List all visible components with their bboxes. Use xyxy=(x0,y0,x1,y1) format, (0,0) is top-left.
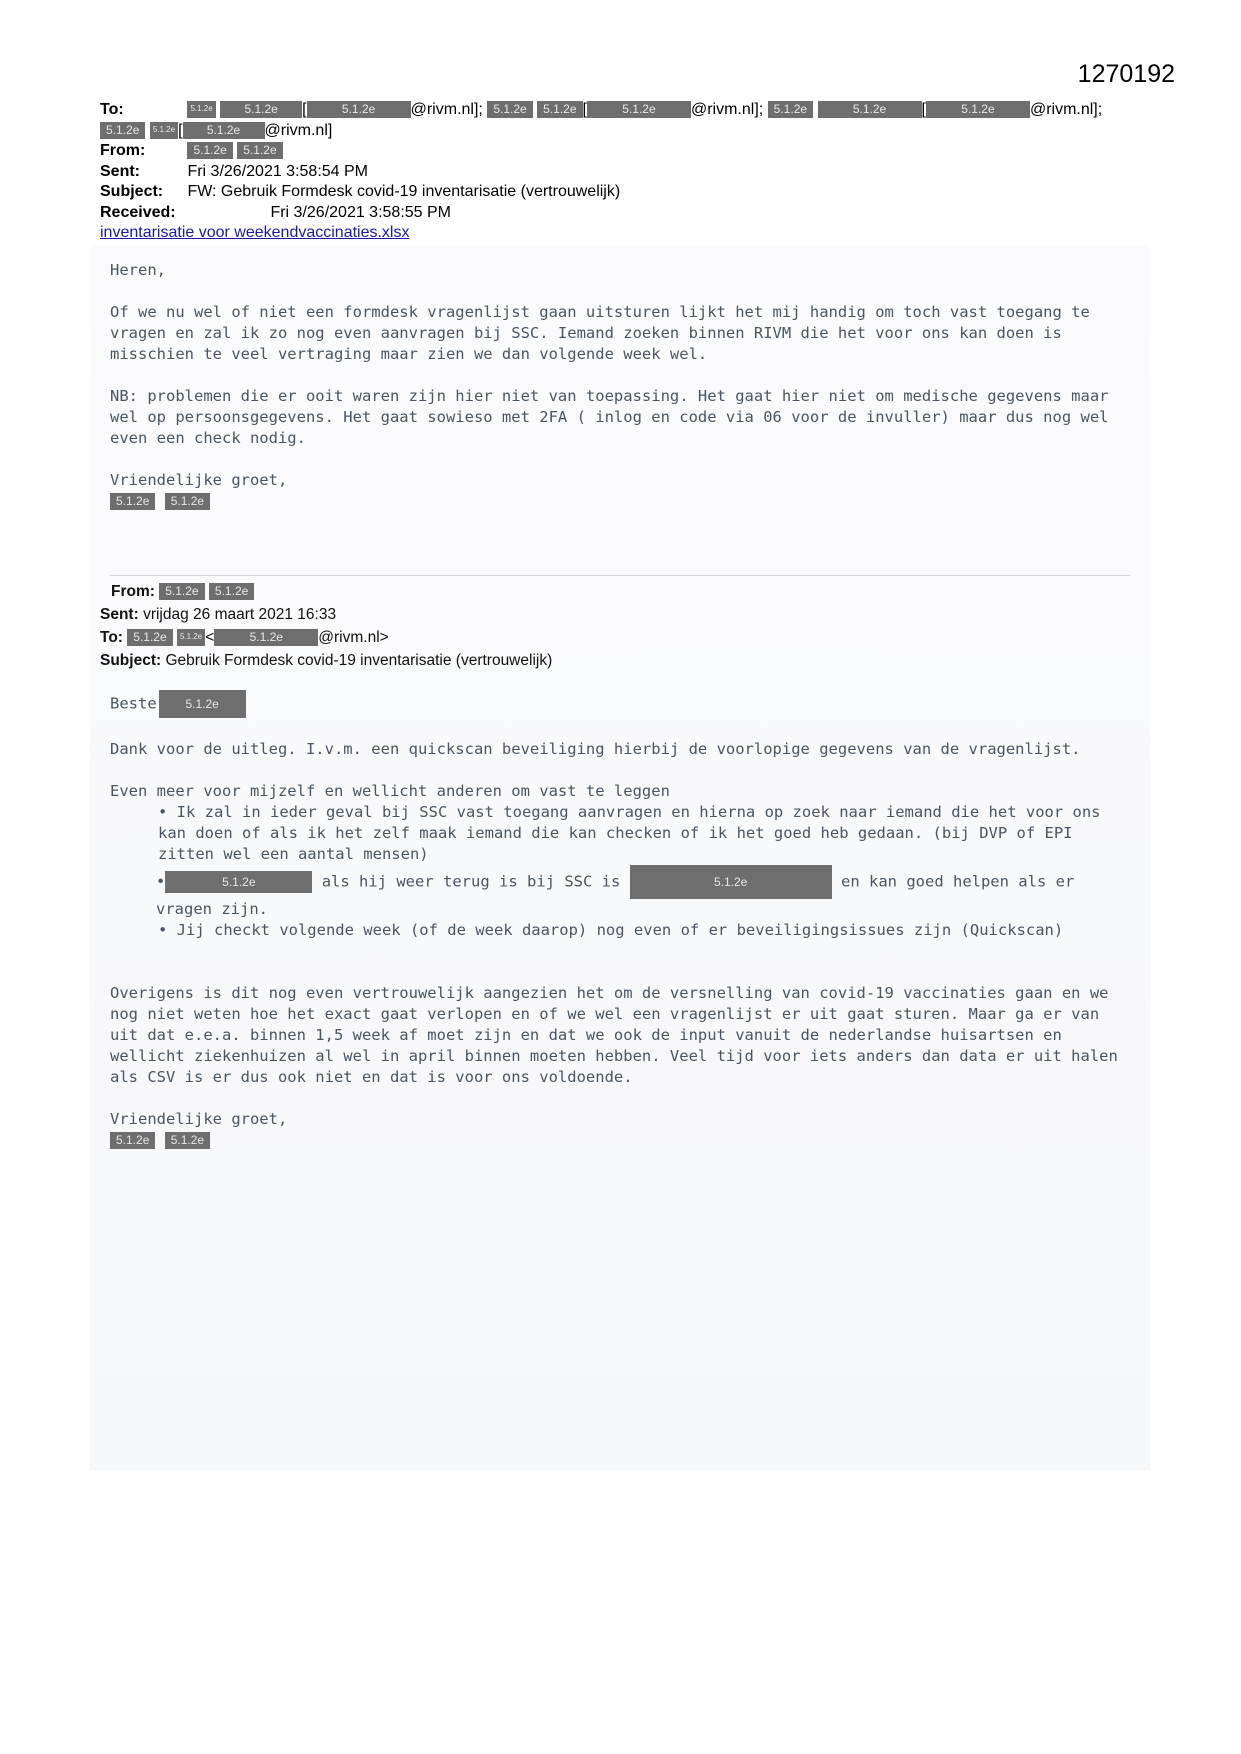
received-value: Fri 3/26/2021 3:58:55 PM xyxy=(270,203,452,221)
redaction: 5.1.2e xyxy=(183,122,265,139)
forward-sent-row xyxy=(100,603,552,626)
redaction: 5.1.2e xyxy=(926,101,1030,118)
paragraph: Overigens is dit nog even vertrouwelijk aangezien het om de versnelling van covid-19 vaccinaties gaan en we nog niet weten hoe het exact gaat verlopen en of we wel een vragenlijst er uit gaat sturen. Maar ga er van uit dat e.e.a. binnen 1,5 week af moet zijn en dat we ook de input vanuit de nederlandse huisartsen en wellicht ziekenhuizen al wel in april binnen moeten hebben. Veel tijd voor iets anders dan data er uit halen als CSV is er dus ook niet en dat is voor ons voldoende. xyxy=(110,984,1118,1086)
from-label: From: xyxy=(100,142,146,159)
redaction: 5.1.2e xyxy=(165,871,312,893)
redaction: 5.1.2e xyxy=(150,122,178,139)
bullet-item: • Ik zal in ieder geval bij SSC vast toegang aanvragen en hierna op zoek naar iemand die het voor ons kan doen of als ik het zelf maak iemand die kan checken of ik het goed heb gedaan. (bij DVP of EPI zitten wel een aantal mensen) xyxy=(158,803,1101,863)
sent-value: Fri 3/26/2021 3:58:54 PM xyxy=(187,162,369,180)
message-1 xyxy=(110,260,1130,512)
redaction: 5.1.2e xyxy=(818,101,922,118)
intro: Even meer voor mijzelf en wellicht anderen om vast te leggen xyxy=(110,782,670,800)
attachment-row xyxy=(100,223,1150,244)
bullet-item: • Jij checkt volgende week (of de week daarop) nog even of er beveiligingsissues zijn (Quickscan) xyxy=(158,921,1064,939)
email-domain: @rivm.nl]; xyxy=(690,101,764,118)
closing: Vriendelijke groet, xyxy=(110,1110,288,1128)
message-2 xyxy=(110,690,1130,1151)
bullet-item: • 5.1.2e als hij weer terug is bij SSC is 5.1.2e en kan goed helpen als er vragen zijn. xyxy=(156,865,1130,920)
forward-sent-label: Sent: xyxy=(100,606,139,623)
redaction: 5.1.2e xyxy=(209,583,254,600)
forward-subject-label: Subject: xyxy=(100,652,162,669)
separator xyxy=(110,575,1130,576)
email-domain: @rivm.nl]; xyxy=(1029,101,1103,118)
forward-subject-row xyxy=(100,649,552,672)
sent-label: Sent: xyxy=(100,162,140,180)
subject-label: Subject: xyxy=(100,183,164,200)
redaction: 5.1.2e xyxy=(187,101,215,118)
closing: Vriendelijke groet, xyxy=(110,471,288,489)
redaction: 5.1.2e xyxy=(214,629,318,646)
document-id: 1270192 xyxy=(1077,60,1175,88)
forward-from-label: From: xyxy=(111,583,155,600)
redaction: 5.1.2e xyxy=(127,629,172,646)
to-label: To: xyxy=(100,101,124,118)
sent-row xyxy=(100,162,1150,183)
attachment-link[interactable]: inventarisatie voor weekendvaccinaties.xlsx xyxy=(100,224,410,241)
received-row xyxy=(100,203,1150,224)
received-label: Received: xyxy=(100,203,176,221)
redaction: 5.1.2e xyxy=(587,101,691,118)
angle-bracket: < xyxy=(205,629,215,646)
forward-to-label: To: xyxy=(100,629,123,646)
from-row xyxy=(100,141,1150,162)
redaction: 5.1.2e xyxy=(187,142,232,159)
redaction: 5.1.2e xyxy=(110,493,155,510)
greeting: Heren, xyxy=(110,261,166,279)
subject-value: FW: Gebruik Formdesk covid-19 inventarisatie (vertrouwelijk) xyxy=(187,183,621,200)
signature xyxy=(110,491,1130,512)
forward-from-row xyxy=(100,580,552,603)
redaction: 5.1.2e xyxy=(177,629,205,646)
paragraph: Of we nu wel of niet een formdesk vragenlijst gaan uitsturen lijkt het mij handig om toch vast toegang te vragen en zal ik zo nog even aanvragen bij SSC. Iemand zoeken binnen RIVM die het voor ons kan doen is misschien te veel vertraging maar zien we dan volgende week wel. xyxy=(110,303,1090,363)
redaction: 5.1.2e xyxy=(220,101,302,118)
signature xyxy=(110,1130,1130,1151)
redaction: 5.1.2e xyxy=(768,101,813,118)
forward-to-row xyxy=(100,626,552,649)
forward-subject-value: Gebruik Formdesk covid-19 inventarisatie (vertrouwelijk) xyxy=(165,652,553,669)
subject-row xyxy=(100,182,1150,203)
email-domain: @rivm.nl> xyxy=(318,629,389,646)
bullet-list xyxy=(158,802,1130,941)
redaction: 5.1.2e xyxy=(237,142,282,159)
to-row-continued: 5.1.2e 5.1.2e [ 5.1.2e @rivm.nl] xyxy=(100,121,1150,142)
forward-header xyxy=(100,580,552,672)
to-row: To: 5.1.2e 5.1.2e [ 5.1.2e @rivm.nl]; 5.1.2e 5.1.2e [ 5.1.2e @rivm.nl]; 5.1.2e 5.1.2e [ 5.1.2e @rivm.nl]; xyxy=(100,100,1150,121)
redaction: 5.1.2e xyxy=(487,101,532,118)
redaction: 5.1.2e xyxy=(159,583,204,600)
redaction: 5.1.2e xyxy=(159,690,246,718)
redaction: 5.1.2e xyxy=(630,865,832,899)
redaction: 5.1.2e xyxy=(165,493,210,510)
redaction: 5.1.2e xyxy=(307,101,411,118)
redaction: 5.1.2e xyxy=(100,122,145,139)
redaction: 5.1.2e xyxy=(537,101,582,118)
redaction: 5.1.2e xyxy=(110,1132,155,1149)
greeting: Beste 5.1.2e xyxy=(110,690,1130,718)
email-header xyxy=(100,100,1150,244)
forward-sent-value: vrijdag 26 maart 2021 16:33 xyxy=(143,606,337,623)
email-domain: @rivm.nl]; xyxy=(410,101,483,118)
email-domain: @rivm.nl] xyxy=(264,121,333,139)
redaction: 5.1.2e xyxy=(165,1132,210,1149)
paragraph: Dank voor de uitleg. I.v.m. een quickscan beveiliging hierbij de voorlopige gegevens van de vragenlijst. xyxy=(110,740,1081,758)
paragraph: NB: problemen die er ooit waren zijn hier niet van toepassing. Het gaat hier niet om medische gegevens maar wel op persoonsgegevens. Het gaat sowieso met 2FA ( inlog en code via 06 voor de invuller) maar dus nog wel even een check nodig. xyxy=(110,387,1109,447)
